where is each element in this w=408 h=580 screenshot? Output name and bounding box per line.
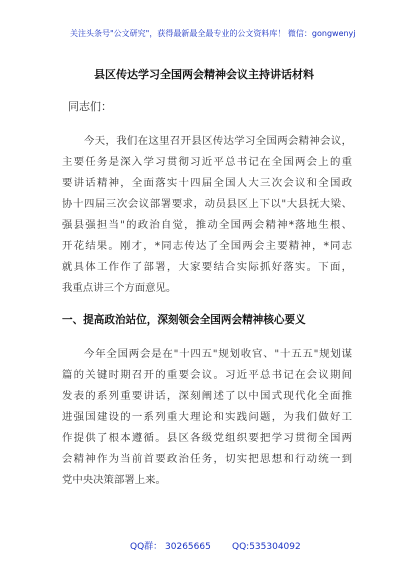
paragraph-line: 今年全国两会是在"十四五"规划收官、"十五五"规划谋: [84, 348, 352, 360]
header-note: 关注头条号"公文研究"，获得最新最全最专业的公文资料库！ 微信：gongwenyj: [70, 29, 356, 38]
salutation: 同志们：: [68, 100, 112, 113]
paragraph-line: 协十四届三次会议部署要求，动员县区上下以"大县抚大梁、: [62, 198, 352, 210]
paragraph-line: 篇的关键时期召开的重要会议。习近平总书记在会议期间: [62, 369, 352, 381]
paragraph-line: 主要任务是深入学习贯彻习近平总书记在全国两会上的重: [62, 156, 352, 168]
footer-qq-group: QQ群： 30265665: [130, 542, 211, 552]
paragraph-line: 作提供了根本遵循。县区各级党组织要把学习贯彻全国两: [62, 432, 352, 444]
paragraph-line: 就具体工作作了部署，大家要结合实际抓好落实。下面，: [62, 261, 352, 273]
paragraph-line: 今天，我们在这里召开县区传达学习全国两会精神会议，: [84, 135, 352, 147]
document-title: 县区传达学习全国两会精神会议主持讲话材料: [94, 68, 314, 81]
paragraph-line: 党中央决策部署上来。: [62, 474, 166, 486]
footer-qq-contact: QQ:535304092: [232, 542, 301, 552]
paragraph-line: 会精神作为当前首要政治任务，切实把思想和行动统一到: [62, 453, 352, 465]
section-heading: 一、提高政治站位，深刻领会全国两会精神核心要义: [62, 314, 306, 326]
paragraph-line: 强县强担当"的政治自觉，推动全国两会精神*落地生根、: [62, 219, 352, 231]
paragraph-intro: [62, 131, 352, 299]
paragraph-section-one: [62, 344, 352, 491]
paragraph-line: 进强国建设的一系列重大理论和实践问题，为我们做好工: [62, 411, 352, 423]
paragraph-line: 开花结果。刚才，*同志传达了全国两会主要精神，*同志: [62, 240, 352, 252]
paragraph-line: 要讲话精神，全面落实十四届全国人大三次会议和全国政: [62, 177, 352, 189]
paragraph-line: 发表的系列重要讲话，深刻阐述了以中国式现代化全面推: [62, 390, 352, 402]
paragraph-line: 我重点讲三个方面意见。: [62, 282, 177, 294]
